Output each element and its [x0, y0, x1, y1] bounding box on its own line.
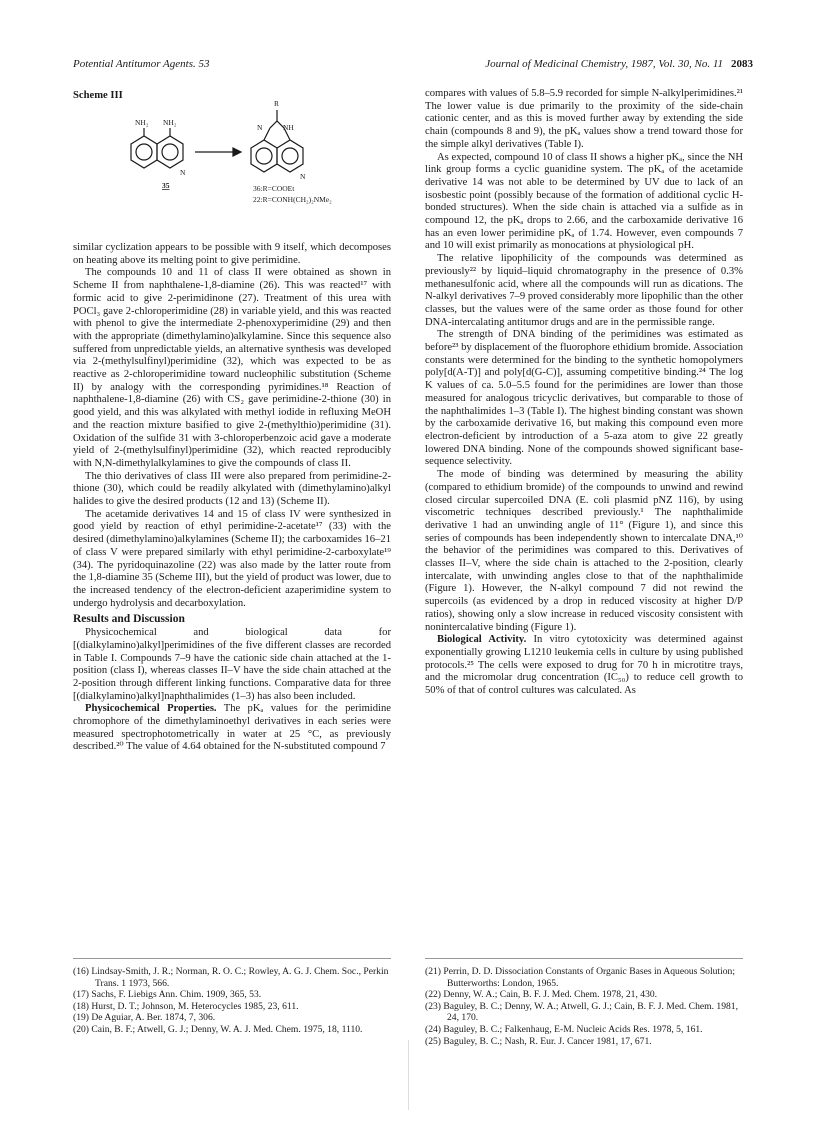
ring-36-right	[277, 140, 303, 172]
paragraph-left-4: The acetamide derivatives 14 and 15 of class IV were synthesized in good yield by reaction of ethyl perimidine-2-acetate¹⁷ (33) with the desired (dimethylamino)alkylamines (Scheme II); the carboxamides 16–21 of class V were prepared similarly with ethyl perimidine-2-carboxylate¹⁹ (34). The pyridoquinazoline (22) was also made by the latter route from the 1,8-diamine 35 (Scheme III), but the yield of product was lower, due to the increased tendency of the electron-deficient azaperimidine system to undergo hydrolysis and decarboxylation.	[73, 508, 391, 609]
footnote-16: (16) Lindsay-Smith, J. R.; Norman, R. O. C.; Rowley, A. G. J. Chem. Soc., Perkin Trans. 1 1973, 566.	[73, 966, 389, 989]
paragraph-right-1: compares with values of 5.8–5.9 recorded for simple N-alkylperimidines.²¹ The lower value is due primarily to the proximity of the side-chain cationic center, and as this is moved further away by extending the side chain (compounds 8 and 9), the pKₐ values show a trend toward those for the simple alkyl derivatives (Table I).	[425, 88, 743, 150]
label-n-ring: N	[180, 168, 186, 177]
paragraph-biological	[425, 634, 743, 698]
biological-text: In vitro cytotoxicity was determined against exponentially growing L1210 leukemia cells in culture by using published protocols.²⁵ The cells were exposed to drug for 70 h in microtitre trays, and the micromolar drug concentration (IC₅₀) to reduce cell growth to 50% of that of control cultures was calculated. As	[425, 634, 743, 697]
label-nh-right: NH	[283, 123, 294, 132]
footnote-22: (22) Denny, W. A.; Cain, B. F. J. Med. Chem. 1978, 21, 430.	[425, 989, 658, 1001]
label-n-left: N	[257, 123, 263, 132]
section-title-results: Results and Discussion	[73, 613, 185, 626]
footnote-25: (25) Baguley, B. C.; Nash, R. Eur. J. Cancer 1981, 17, 671.	[425, 1035, 652, 1047]
paragraph-results-intro: Physicochemical and biological data for [(dialkylamino)alkyl]perimidines of the five different classes are recorded in Table I. Compounds 7–9 have the cationic side chain attached at the 1-position (class I), whereas classes II–V have the side chain attached at the 2-position through different linking functions. Comparative data for three [(dialkylamino)alkyl]naphthalimides (1–3) has also been included.	[73, 627, 391, 702]
running-header-right	[485, 58, 753, 70]
running-header-left: Potential Antitumor Agents. 53	[73, 58, 210, 70]
paragraph-left-2: The compounds 10 and 11 of class II were obtained as shown in Scheme II from naphthalene-1,8-diamine (26). This was reacted¹⁷ with formic acid to give 2-perimidinone (27). Treatment of this urea with POCl₃ gave 2-chloroperimidine (28) in variable yield, and this was reacted with phenol to give the intermediate 2-phenoxyperimidine (29) and then with the appropriate (dimethylamino)alkylamine. Since this sequence also suffered from unpredictable yields, an alternative synthesis was developed via 2-(methylsulfinyl)perimidine (32), which was expected to be as reactive as 2-chloroperimidine toward nucleophilic substitution (Scheme II) by analogy with the corresponding pyrimidines.¹⁸ Reaction of naphthalene-1,8-diamine (26) with CS₂ gave perimidine-2-thione (30) in good yield, and this was alkylated with methyl iodide in refluxing MeOH and the reaction mixture basified to give 2-(methylthio)perimidine (31). Oxidation of the sulfide 31 with 3-chloroperbenzoic acid gave a moderate yield of 2-(methylsulfinyl)perimidine (32), which reacted reproducibly with N,N-dimethylalkylamines to give the compounds of class II.	[73, 267, 391, 469]
right-column	[425, 88, 743, 698]
scan-artifact-line	[408, 1040, 409, 1110]
scheme-title: Scheme III	[73, 90, 123, 101]
paragraph-right-4: The strength of DNA binding of the perimidines was estimated as before²³ by displacement of the fluorophore ethidium bromide. Association constants were determined for the binding to the synthetic homopolymers poly[d(A-T)] and poly[d(G-C)], assuming competitive binding.²⁴ The log K values of ca. 5.0–5.5 found for the perimidines are lower than those measured for analogous tricyclic derivatives, but comparable to those of the naphthalimides 1–3 (Table I). The highest binding constant was shown by the carboxamide derivative 16, but making this compound even more electron-deficient by introduction of a 5-aza atom to give 22 greatly lowered DNA binding. None of the compounds showed significant base-sequence selectivity.	[425, 329, 743, 468]
paragraph-left-3: The thio derivatives of class III were also prepared from perimidine-2-thione (30), which could be readily alkylated with (dimethylamino)alkyl halides to give the desired products (12 and 13) (Scheme II).	[73, 470, 391, 508]
label-compound-35: 35	[162, 181, 170, 190]
ring-36-left	[251, 140, 277, 172]
footnote-18: (18) Hurst, D. T.; Johnson, M. Heterocycles 1985, 23, 611.	[73, 1000, 299, 1012]
paragraph-right-3: The relative lipophilicity of the compounds was determined as previously²² by liquid–liquid chromatography in the presence of 0.3% methanesulfonic acid, where all the compounds will run as dications. The N-alkyl derivatives 7–9 proved considerably more lipophilic than the other classes, but the values were of the same order as those found for other DNA-intercalating antitumor drugs and are in the permissible range.	[425, 253, 743, 328]
ring-35-left	[131, 136, 157, 168]
runin-physicochemical: Physicochemical Properties.	[85, 703, 217, 715]
ring-35-left-aromatic	[136, 144, 152, 160]
scheme-iii-structures	[73, 88, 391, 242]
ring-36-right-aromatic	[282, 148, 298, 164]
page-number: 2083	[731, 58, 753, 70]
physicochemical-text: The pKₐ values for the perimidine chromophore of the dimethylaminoethyl derivatives in each series were measured spectrophotometrically in water at 25 °C, as previously described.²⁰ The value of 4.64 obtained for the N-substituted compound 7	[73, 703, 391, 753]
footnote-17: (17) Sachs, F. Liebigs Ann. Chim. 1909, 365, 53.	[73, 989, 262, 1001]
runin-biological: Biological Activity.	[437, 634, 527, 646]
label-nh2-a: NH₂	[135, 118, 149, 127]
footnote-19: (19) De Aguiar, A. Ber. 1874, 7, 306.	[73, 1012, 216, 1024]
left-column	[73, 88, 391, 754]
footnote-21: (21) Perrin, D. D. Dissociation Constants of Organic Bases in Aqueous Solution; Butterworths: London, 1965.	[425, 966, 735, 989]
paragraph-right-5: The mode of binding was determined by measuring the ability (compared to ethidium bromide) of the compounds to unwind and rewind closed circular supercoiled DNA (E. coli plasmid pNZ 116), by using viscometric techniques described previously.¹ The naphthalimide derivative 1 had an unwinding angle of 11° (Figure 1), and since this series of compounds has been independently shown to intercalate DNA,¹⁰ the behavior of the perimidines was compared to this. Derivatives of classes II–V, where the side chain is attached to the 2-position, clearly intercalate, with unwinding angles close to that of the naphthalimide (Figure 1). However, the N-alkyl compound 7 did not rewind the supercoils (as evidenced by a drop in reduced viscosity at higher D/P ratios), showing only a slow increase in reduced viscosity consistent with nonintercalative binding (Figure 1).	[425, 469, 743, 633]
ring-35-right-aromatic	[162, 144, 178, 160]
footnotes-left	[73, 966, 391, 1036]
footnotes-right	[425, 966, 743, 1047]
footnote-23: (23) Baguley, B. C.; Denny, W. A.; Atwell, G. J.; Cain, B. F. J. Med. Chem. 1981, 24, 170.	[425, 1000, 738, 1024]
ring-35-right	[157, 136, 183, 168]
label-n-ring2: N	[300, 172, 306, 181]
paragraph-left-1: similar cyclization appears to be possible with 9 itself, which decomposes on heating above its melting point to give perimidine.	[73, 242, 391, 266]
footnote-20: (20) Cain, B. F.; Atwell, G. J.; Denny, W. A. J. Med. Chem. 1975, 18, 1110.	[73, 1023, 363, 1035]
label-r: R	[274, 99, 280, 108]
footnote-rule-right	[425, 958, 743, 959]
journal-citation: Journal of Medicinal Chemistry, 1987, Vol. 30, No. 11	[485, 58, 723, 70]
footnote-24: (24) Baguley, B. C.; Falkenhaug, E-M. Nucleic Acids Res. 1978, 5, 161.	[425, 1023, 703, 1035]
paragraph-right-2: As expected, compound 10 of class II shows a higher pKₐ, since the NH link group forms a cyclic guanidine system. The pKₐ of the acetamide derivative 14 was not able to be determined by UV due to lack of an isosbestic point (possibly because of the formation of additional cyclic H-bonded structures). When the side chain is attached via a sulfide as in compound 12, the pKₐ drops to 2.66, and the carboxamide derivative 16 has an even lower perimidine pKₐ of 1.74. However, even compounds 7 and 10 will exist primarily as monocations at physiological pH.	[425, 151, 743, 252]
scheme-iii	[73, 88, 391, 242]
label-nh2-b: NH₂	[163, 118, 177, 127]
label-compound-22: 22:R=CONH(CH₂)₂NMe₂	[253, 195, 332, 204]
paragraph-physicochemical	[73, 703, 391, 754]
label-compound-36: 36:R=COOEt	[253, 184, 295, 193]
ring-36-left-aromatic	[256, 148, 272, 164]
footnote-rule-left	[73, 958, 391, 959]
